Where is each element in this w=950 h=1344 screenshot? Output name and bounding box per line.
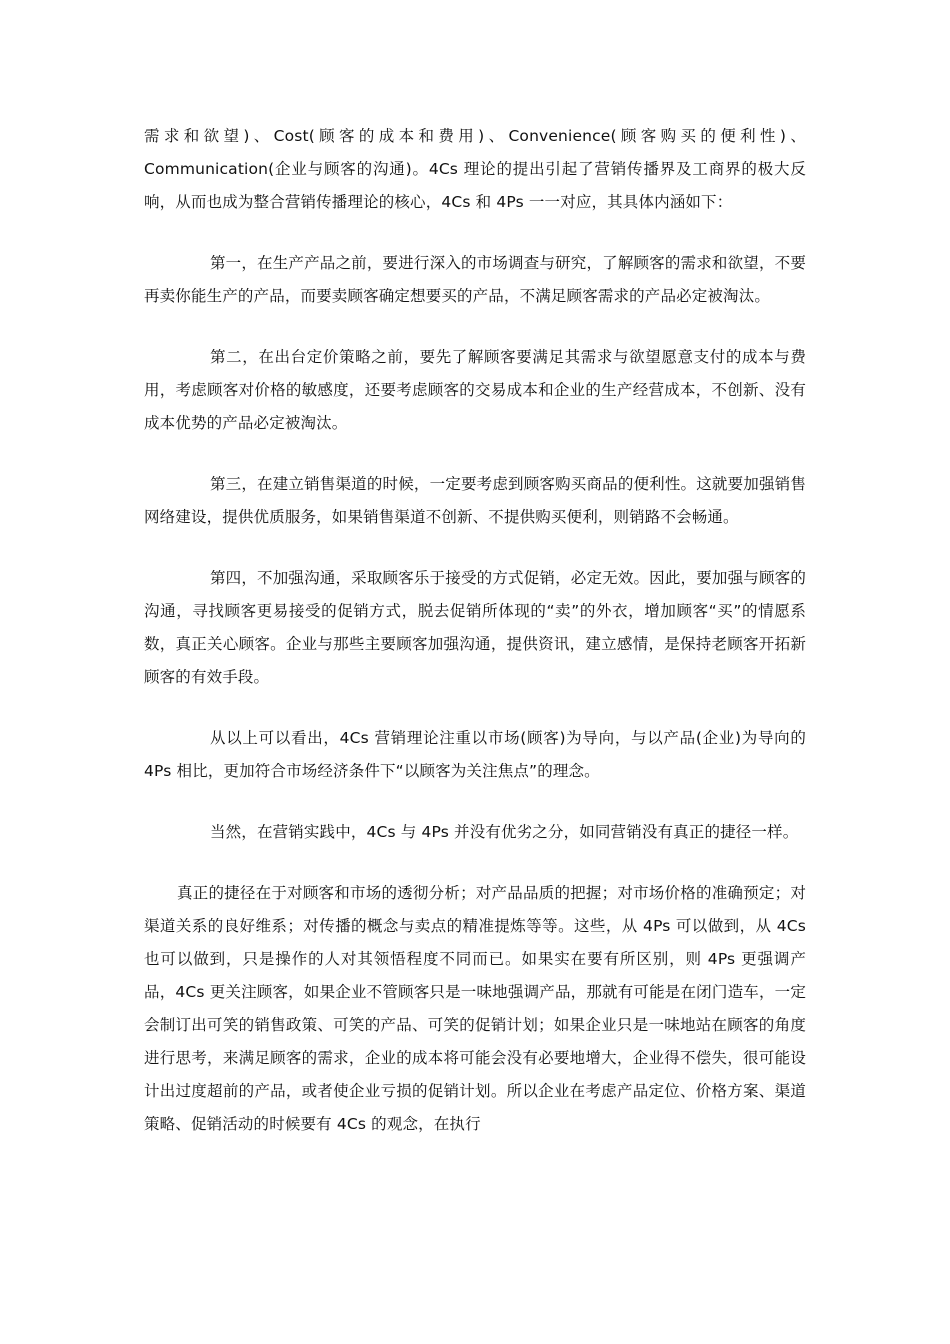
document-body xyxy=(144,120,806,1169)
paragraph-third-point: 第三，在建立销售渠道的时候，一定要考虑到顾客购买商品的便利性。这就要加强销售网络建设，提供优质服务，如果销售渠道不创新、不提供购买便利，则销路不会畅通。 xyxy=(144,475,806,526)
paragraph-first-point: 第一，在生产产品之前，要进行深入的市场调查与研究，了解顾客的需求和欲望，不要再卖你能生产的产品，而要卖顾客确定想要买的产品，不满足顾客需求的产品必定被淘汰。 xyxy=(144,254,806,305)
paragraph-intro: 需求和欲望)、Cost(顾客的成本和费用)、Convenience(顾客购买的便利性)、Communication(企业与顾客的沟通)。4Cs 理论的提出引起了营销传播界及工商界的极大反响，从而也成为整合营销传播理论的核心，4Cs 和 4Ps 一一对应，其具体内涵如下： xyxy=(144,127,806,211)
paragraph-comparison: 当然，在营销实践中，4Cs 与 4Ps 并没有优劣之分，如同营销没有真正的捷径一样。 xyxy=(210,823,799,841)
paragraph-fourth-point: 第四，不加强沟通，采取顾客乐于接受的方式促销，必定无效。因此，要加强与顾客的沟通，寻找顾客更易接受的促销方式，脱去促销所体现的“卖”的外衣，增加顾客“买”的情愿系数，真正关心顾客。企业与那些主要顾客加强沟通，提供资讯，建立感情，是保持老顾客开拓新顾客的有效手段。 xyxy=(144,569,806,686)
paragraph-conclusion: 真正的捷径在于对顾客和市场的透彻分析；对产品品质的把握；对市场价格的准确预定；对渠道关系的良好维系；对传播的概念与卖点的精准提炼等等。这些，从 4Ps 可以做到，从 4Cs 也可以做到，只是操作的人对其领悟程度不同而已。如果实在要有所区别，则 4Ps 更强调产品，4Cs 更关注顾客，如果企业不管顾客只是一味地强调产品，那就有可能是在闭门造车，一定会制订出可笑的销售政策、可笑的产品、可笑的促销计划；如果企业只是一味地站在顾客的角度进行思考，来满足顾客的需求，企业的成本将可能会没有必要地增大，企业得不偿失，很可能设计出过度超前的产品，或者使企业亏损的促销计划。所以企业在考虑产品定位、价格方案、渠道策略、促销活动的时候要有 4Cs 的观念，在执行 xyxy=(144,884,806,1133)
paragraph-second-point: 第二，在出台定价策略之前，要先了解顾客要满足其需求与欲望愿意支付的成本与费用，考虑顾客对价格的敏感度，还要考虑顾客的交易成本和企业的生产经营成本，不创新、没有成本优势的产品必定被淘汰。 xyxy=(144,348,806,432)
paragraph-summary: 从以上可以看出，4Cs 营销理论注重以市场(顾客)为导向，与以产品(企业)为导向的 4Ps 相比，更加符合市场经济条件下“以顾客为关注焦点”的理念。 xyxy=(144,729,806,780)
